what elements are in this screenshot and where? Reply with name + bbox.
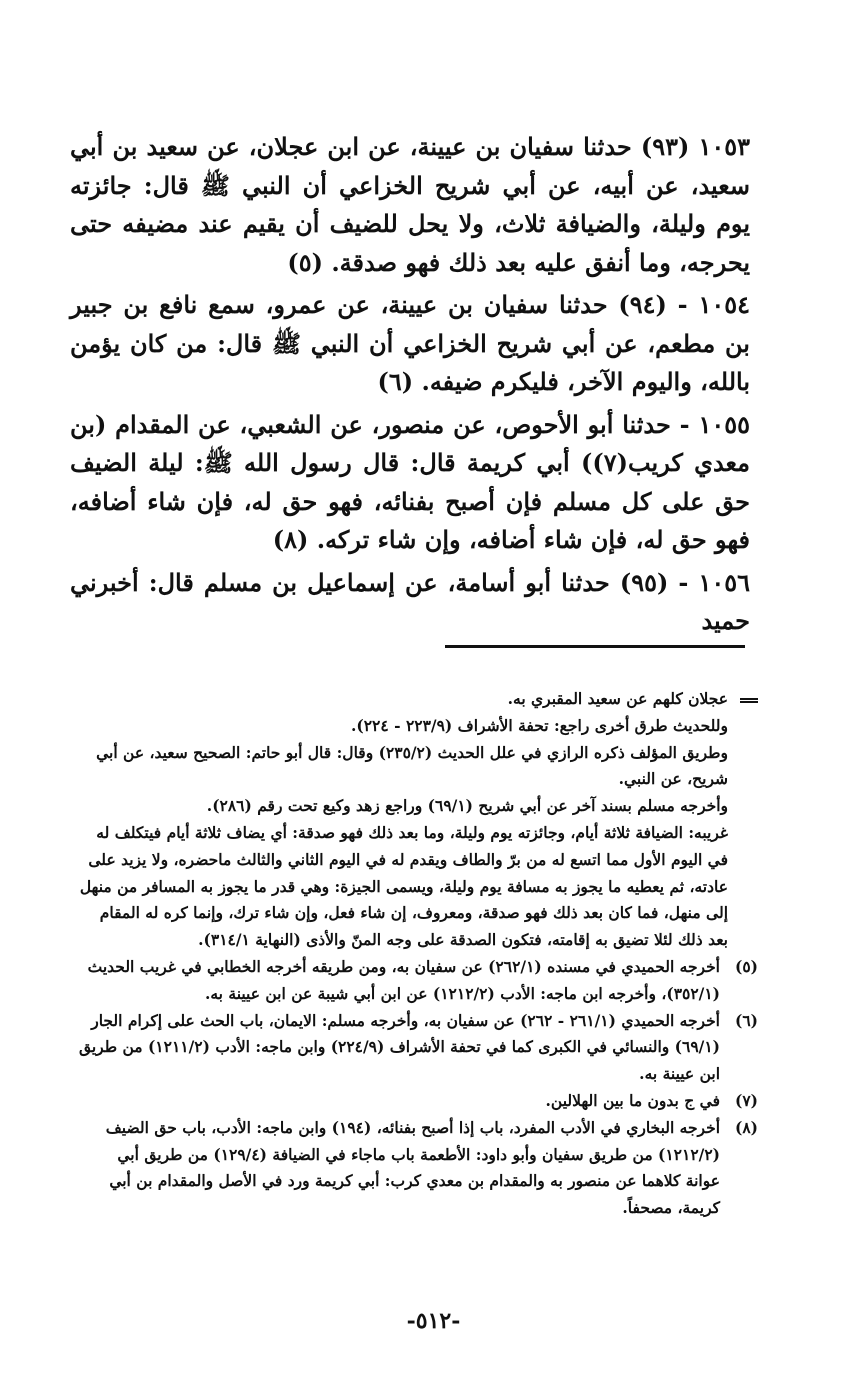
hadith-1056: ١٠٥٦ - (٩٥) حدثنا أبو أسامة، عن إسماعيل بن مسلم قال: أخبرني حميد [70, 567, 750, 635]
footnote-number: (٥) [734, 956, 758, 976]
footnote-5 [78, 954, 758, 1008]
footnote-6 [78, 1008, 758, 1088]
footnotes [78, 686, 758, 1222]
footnote-number: (٨) [734, 1117, 758, 1137]
footnote-separator [445, 645, 745, 648]
footnote-number: (٦) [734, 1010, 758, 1030]
continuation-line: وللحديث طرق أخرى راجع: تحفة الأشراف (٢٢٣/٩ - ٢٢٤). [350, 715, 728, 735]
continuation-line: عجلان كلهم عن سعيد المقبري به. [507, 689, 728, 708]
continuation-line: غريبه: الضيافة ثلاثة أيام، وجائزته يوم وليلة، وما بعد ذلك فهو صدقة: أي يضاف ثلاثة أيام فيتكلف له في اليوم الأول مما اتسع له من برّ والطاف ويقدم له في اليوم الثاني والثالث ماحضره، ولا يزيد على عادته، ثم يعطيه ما يجوز به مسافة يوم وليلة، ويسمى الجيزة: وهي قدر ما يجوز به المسافر من منهل إلى منهل، فما كان بعد ذلك فهو صدقة، ومعروف، إن شاء فعل، وإن شاء ترك، وإنما كره له المقام بعد ذلك لئلا تضيق به إقامته، فتكون الصدقة على وجه المنّ والأذى (النهاية ٣١٤/١). [79, 822, 728, 950]
footnote-text: أخرجه البخاري في الأدب المفرد، باب إذا أصبح بفنائه، (١٩٤) وابن ماجه: الأدب، باب حق الضيف (١٢١٢/٢) من طريق سفيان وأبو داود: الأطعمة باب ماجاء في الضيافة (١٢٩/٤) من طريق أبي عوانة كلاهما عن منصور به والمقدام بن معدي كرب: أبي كريمة ورد في الأصل والمقدام بن أبي كريمة، مصحفاً. [105, 1117, 720, 1218]
footnote-7 [78, 1088, 758, 1115]
continuation-line: وطريق المؤلف ذكره الرازي في علل الحديث (٢٣٥/٢) وقال: قال أبو حاتم: الصحيح سعيد، عن أبي شريح، عن النبي. [96, 742, 728, 789]
continuation-line: وأخرجه مسلم بسند آخر عن أبي شريح (٦٩/١) وراجع زهد وكيع تحت رقم (٢٨٦). [206, 796, 728, 816]
footnote-number: (٧) [734, 1090, 758, 1110]
footnote-text: أخرجه الحميدي (٢٦١/١ - ٢٦٢) عن سفيان به، وأخرجه مسلم: الايمان، باب الحث على إكرام الجار (٦٩/١) والنسائي في الكبرى كما في تحفة الأشراف (٢٢٤/٩) وابن ماجه: الأدب (١٢١١/٢) من طريق ابن عيينة به. [78, 1010, 720, 1084]
hadith-1055: ١٠٥٥ - حدثنا أبو الأحوص، عن منصور، عن الشعبي، عن المقدام (بن معدي كريب(٧)) أبي كريمة قال: قال رسول الله ﷺ: ليلة الضيف حق على كل مسلم فإن أصبح بفنائه، فهو حق له، فإن شاء أضافه، فهو حق له، فإن شاء أضافه، وإن شاء تركه. (٨) [70, 409, 750, 554]
footnote-text: في ج بدون ما بين الهلالين. [545, 1090, 720, 1110]
footnote-continuation [78, 686, 758, 954]
footnote-text: أخرجه الحميدي في مسنده (٢٦٢/١) عن سفيان به، ومن طريقه أخرجه الخطابي في غريب الحديث (٣٥٢/١)، وأخرجه ابن ماجه: الأدب (١٢١٢/٢) عن ابن أبي شيبة عن ابن عيينة به. [87, 956, 720, 1003]
hadith-1053: ١٠٥٣ (٩٣) حدثنا سفيان بن عيينة، عن ابن عجلان، عن سعيد بن أبي سعيد، عن أبيه، عن أبي شريح الخزاعي أن النبي ﷺ قال: جائزته يوم وليلة، والضيافة ثلاث، ولا يحل للضيف أن يقيم عند مضيفه حتى يحرجه، وما أنفق عليه بعد ذلك فهو صدقة. (٥) [70, 132, 751, 277]
hadith-1054: ١٠٥٤ - (٩٤) حدثنا سفيان بن عيينة، عن عمرو، سمع نافع بن جبير بن مطعم، عن أبي شريح الخزاعي أن النبي ﷺ قال: من كان يؤمن بالله، واليوم الآخر، فليكرم ضيفه. (٦) [70, 290, 750, 396]
footnote-8 [78, 1115, 758, 1222]
main-text [70, 128, 750, 645]
page-number: -٥١٢- [406, 1308, 461, 1334]
continuation-mark-icon [740, 698, 758, 703]
